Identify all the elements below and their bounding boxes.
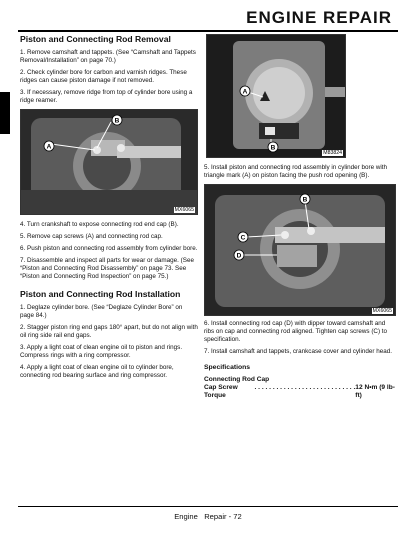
page-title: ENGINE REPAIR xyxy=(246,8,392,27)
installation-step-1: 1. Deglaze cylinder bore. (See “Deglaze Cylinder Bore” on page 84.) xyxy=(20,304,183,319)
installation-step-2: 2. Stagger piston ring end gaps 180° apart, but do not align with oil ring side rail end gaps. xyxy=(20,324,198,339)
spec-leader-dots: . . . . . . . . . . . . . . . . . . . . . . . . . . . . xyxy=(254,384,356,391)
removal-step-5: 5. Remove cap screws (A) and connecting rod cap. xyxy=(20,233,163,240)
page-footer xyxy=(18,506,398,521)
spec-value: 12 N•m (9 lb-ft) xyxy=(355,384,395,399)
installation-step-7: 7. Install camshaft and tappets, crankcase cover and cylinder head. xyxy=(204,348,392,355)
spec-item-name: Connecting Rod Cap xyxy=(204,376,270,383)
figure-id-1: MX6065 xyxy=(174,207,194,213)
installation-step-3: 3. Apply a light coat of clean engine oil to piston and rings. Compress rings with a ring compressor. xyxy=(20,344,183,359)
figure-piston-top-photo xyxy=(206,34,346,158)
removal-step-7: 7. Disassemble and inspect all parts for wear or damage. (See “Piston and Connecting Rod Disassembly” on page 73. See “Piston and Connecting Rod Inspection” on page 75.) xyxy=(20,257,194,280)
callout-c-fig3: C xyxy=(240,234,246,242)
callout-d-fig3: D xyxy=(236,252,242,260)
removal-step-6: 6. Push piston and connecting rod assembly from cylinder bore. xyxy=(20,245,198,252)
footer-text: Engine Repair - 72 xyxy=(174,512,242,521)
figure-connecting-rod-cap-photo xyxy=(20,109,198,215)
right-column xyxy=(204,34,396,400)
section-edge-tab xyxy=(0,92,10,134)
left-column xyxy=(20,32,198,384)
removal-heading: Piston and Connecting Rod Removal xyxy=(20,34,171,44)
removal-step-1: 1. Remove camshaft and tappets. (See “Camshaft and Tappets Removal/Installation” on page 70.) xyxy=(20,49,196,64)
installation-step-4: 4. Apply a light coat of clean engine oil to cylinder bore, connecting rod bearing surface and ring compressor. xyxy=(20,364,174,379)
figure-id-3: MX6065 xyxy=(372,308,392,314)
spec-label: Cap Screw Torque xyxy=(204,384,238,399)
installation-step-5: 5. Install piston and connecting rod assembly in cylinder bore with triangle mark (A) on piston facing the push rod opening (B). xyxy=(204,164,388,179)
specifications-heading: Specifications xyxy=(204,364,251,371)
callout-b-fig2: B xyxy=(270,144,276,152)
spec-torque-line xyxy=(204,384,396,400)
callout-a-fig2: A xyxy=(242,88,248,96)
removal-step-4: 4. Turn crankshaft to expose connecting rod end cap (B). xyxy=(20,221,179,228)
removal-step-3: 3. If necessary, remove ridge from top of cylinder bore using a ridge reamer. xyxy=(20,89,193,104)
page-header xyxy=(18,6,398,32)
figure-id-2: M83824 xyxy=(323,150,342,156)
installation-step-6: 6. Install connecting rod cap (D) with dipper toward camshaft and ribs on cap and connecting rod aligned. Tighten cap screws (C) to specification. xyxy=(204,320,388,343)
installation-heading: Piston and Connecting Rod Installation xyxy=(20,289,181,299)
removal-step-2: 2. Check cylinder bore for carbon and varnish ridges. These ridges can cause piston damage if not removed. xyxy=(20,69,187,84)
callout-b-fig3: B xyxy=(302,196,308,204)
callout-b-fig1: B xyxy=(114,117,120,125)
callout-a-fig1: A xyxy=(46,143,52,151)
figure-connecting-rod-install-photo xyxy=(204,184,396,316)
